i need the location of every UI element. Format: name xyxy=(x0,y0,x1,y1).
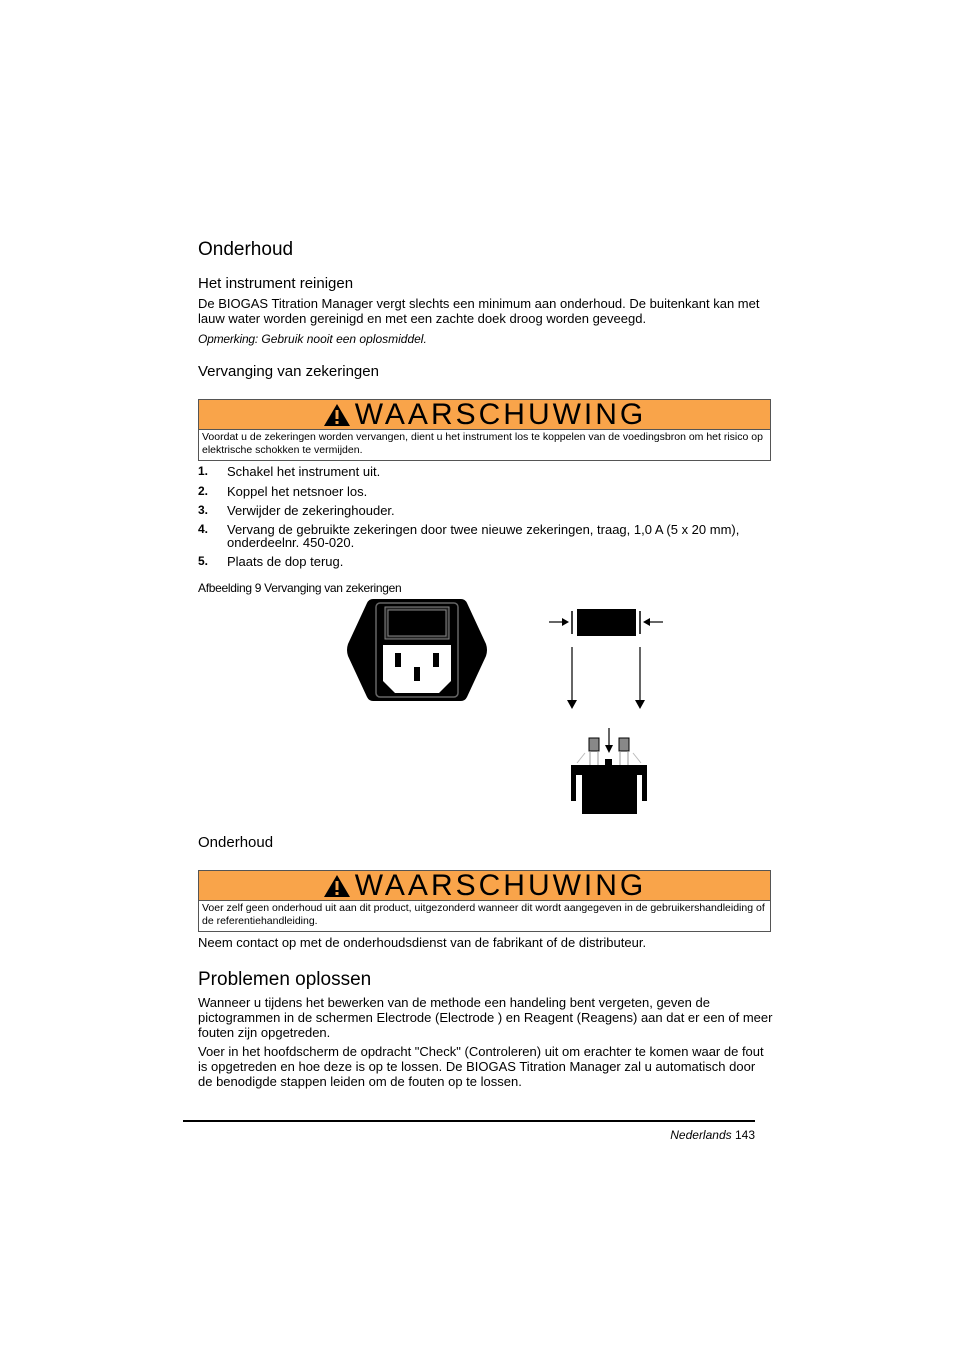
page-number: 143 xyxy=(734,1128,755,1142)
warning-box-service xyxy=(198,870,771,932)
footer-language: Nederlands xyxy=(670,1128,732,1142)
note-label: Opmerking: xyxy=(198,332,259,346)
list-item: 1. Schakel het instrument uit. xyxy=(198,464,381,479)
fuse-replacement-illustration xyxy=(545,603,667,818)
warning-header xyxy=(199,400,770,430)
subheading-fuses: Vervanging van zekeringen xyxy=(198,363,379,380)
warning-text: Voer zelf geen onderhoud uit aan dit product, uitgezonderd wanneer dit wordt aangegeven in de gebruikershandleiding of de referentiehandleiding. xyxy=(202,902,765,927)
fuse-steps-list xyxy=(198,465,773,574)
subheading-service: Onderhoud xyxy=(198,834,274,851)
service-text: Neem contact op met de onderhoudsdienst van de fabrikant of de distributeur. xyxy=(198,935,647,950)
warning-triangle-icon xyxy=(323,403,351,427)
power-inlet-illustration xyxy=(345,597,489,703)
note-text: Gebruik nooit een oplosmiddel. xyxy=(258,332,427,346)
warning-title: WAARSCHUWING xyxy=(354,869,647,902)
section-heading-troubleshooting: Problemen oplossen xyxy=(198,969,372,990)
troubleshooting-para-1: Wanneer u tijdens het bewerken van de methode een handeling bent vergeten, geven de pictogrammen in de schermen Electrode (Electrode ) en Reagent (Reagens) aan dat er een of meer fouten zijn opgetreden. xyxy=(198,995,773,1040)
warning-box-fuses xyxy=(198,399,771,461)
figure-caption: Afbeelding 9 Vervanging van zekeringen xyxy=(198,581,402,595)
troubleshooting-para-2: Voer in het hoofdscherm de opdracht "Check" (Controleren) uit om erachter te komen waar de fout is opgetreden en hoe deze is op te lossen. De BIOGAS Titration Manager zal u automatisch door de benodigde stappen leiden om de fouten op te lossen. xyxy=(198,1044,764,1089)
cleaning-text: De BIOGAS Titration Manager vergt slechts een minimum aan onderhoud. De buitenkant kan met lauw water worden gereinigd en met een zachte doek droog worden geveegd. xyxy=(198,296,760,326)
list-item: 3. Verwijder de zekeringhouder. xyxy=(198,503,395,518)
list-item: 2. Koppel het netsnoer los. xyxy=(198,484,368,499)
page-footer xyxy=(670,1128,755,1142)
warning-title: WAARSCHUWING xyxy=(354,398,647,431)
warning-text: Voordat u de zekeringen worden vervangen, dient u het instrument los te koppelen van de voedingsbron om het risico op elektrische schokken te vermijden. xyxy=(202,431,763,456)
warning-triangle-icon xyxy=(323,874,351,898)
cleaning-note xyxy=(198,332,773,347)
list-item: 5. Plaats de dop terug. xyxy=(198,554,344,569)
warning-header xyxy=(199,871,770,901)
fuse-icon xyxy=(577,609,636,636)
subheading-cleaning: Het instrument reinigen xyxy=(198,275,354,292)
list-item: 4. Vervang de gebruikte zekeringen door twee nieuwe zekeringen, traag, 1,0 A (5 x 20 mm), onderdeelnr. 450-020. xyxy=(198,522,740,550)
footer-rule xyxy=(183,1120,755,1122)
section-heading-maintenance: Onderhoud xyxy=(198,239,294,260)
